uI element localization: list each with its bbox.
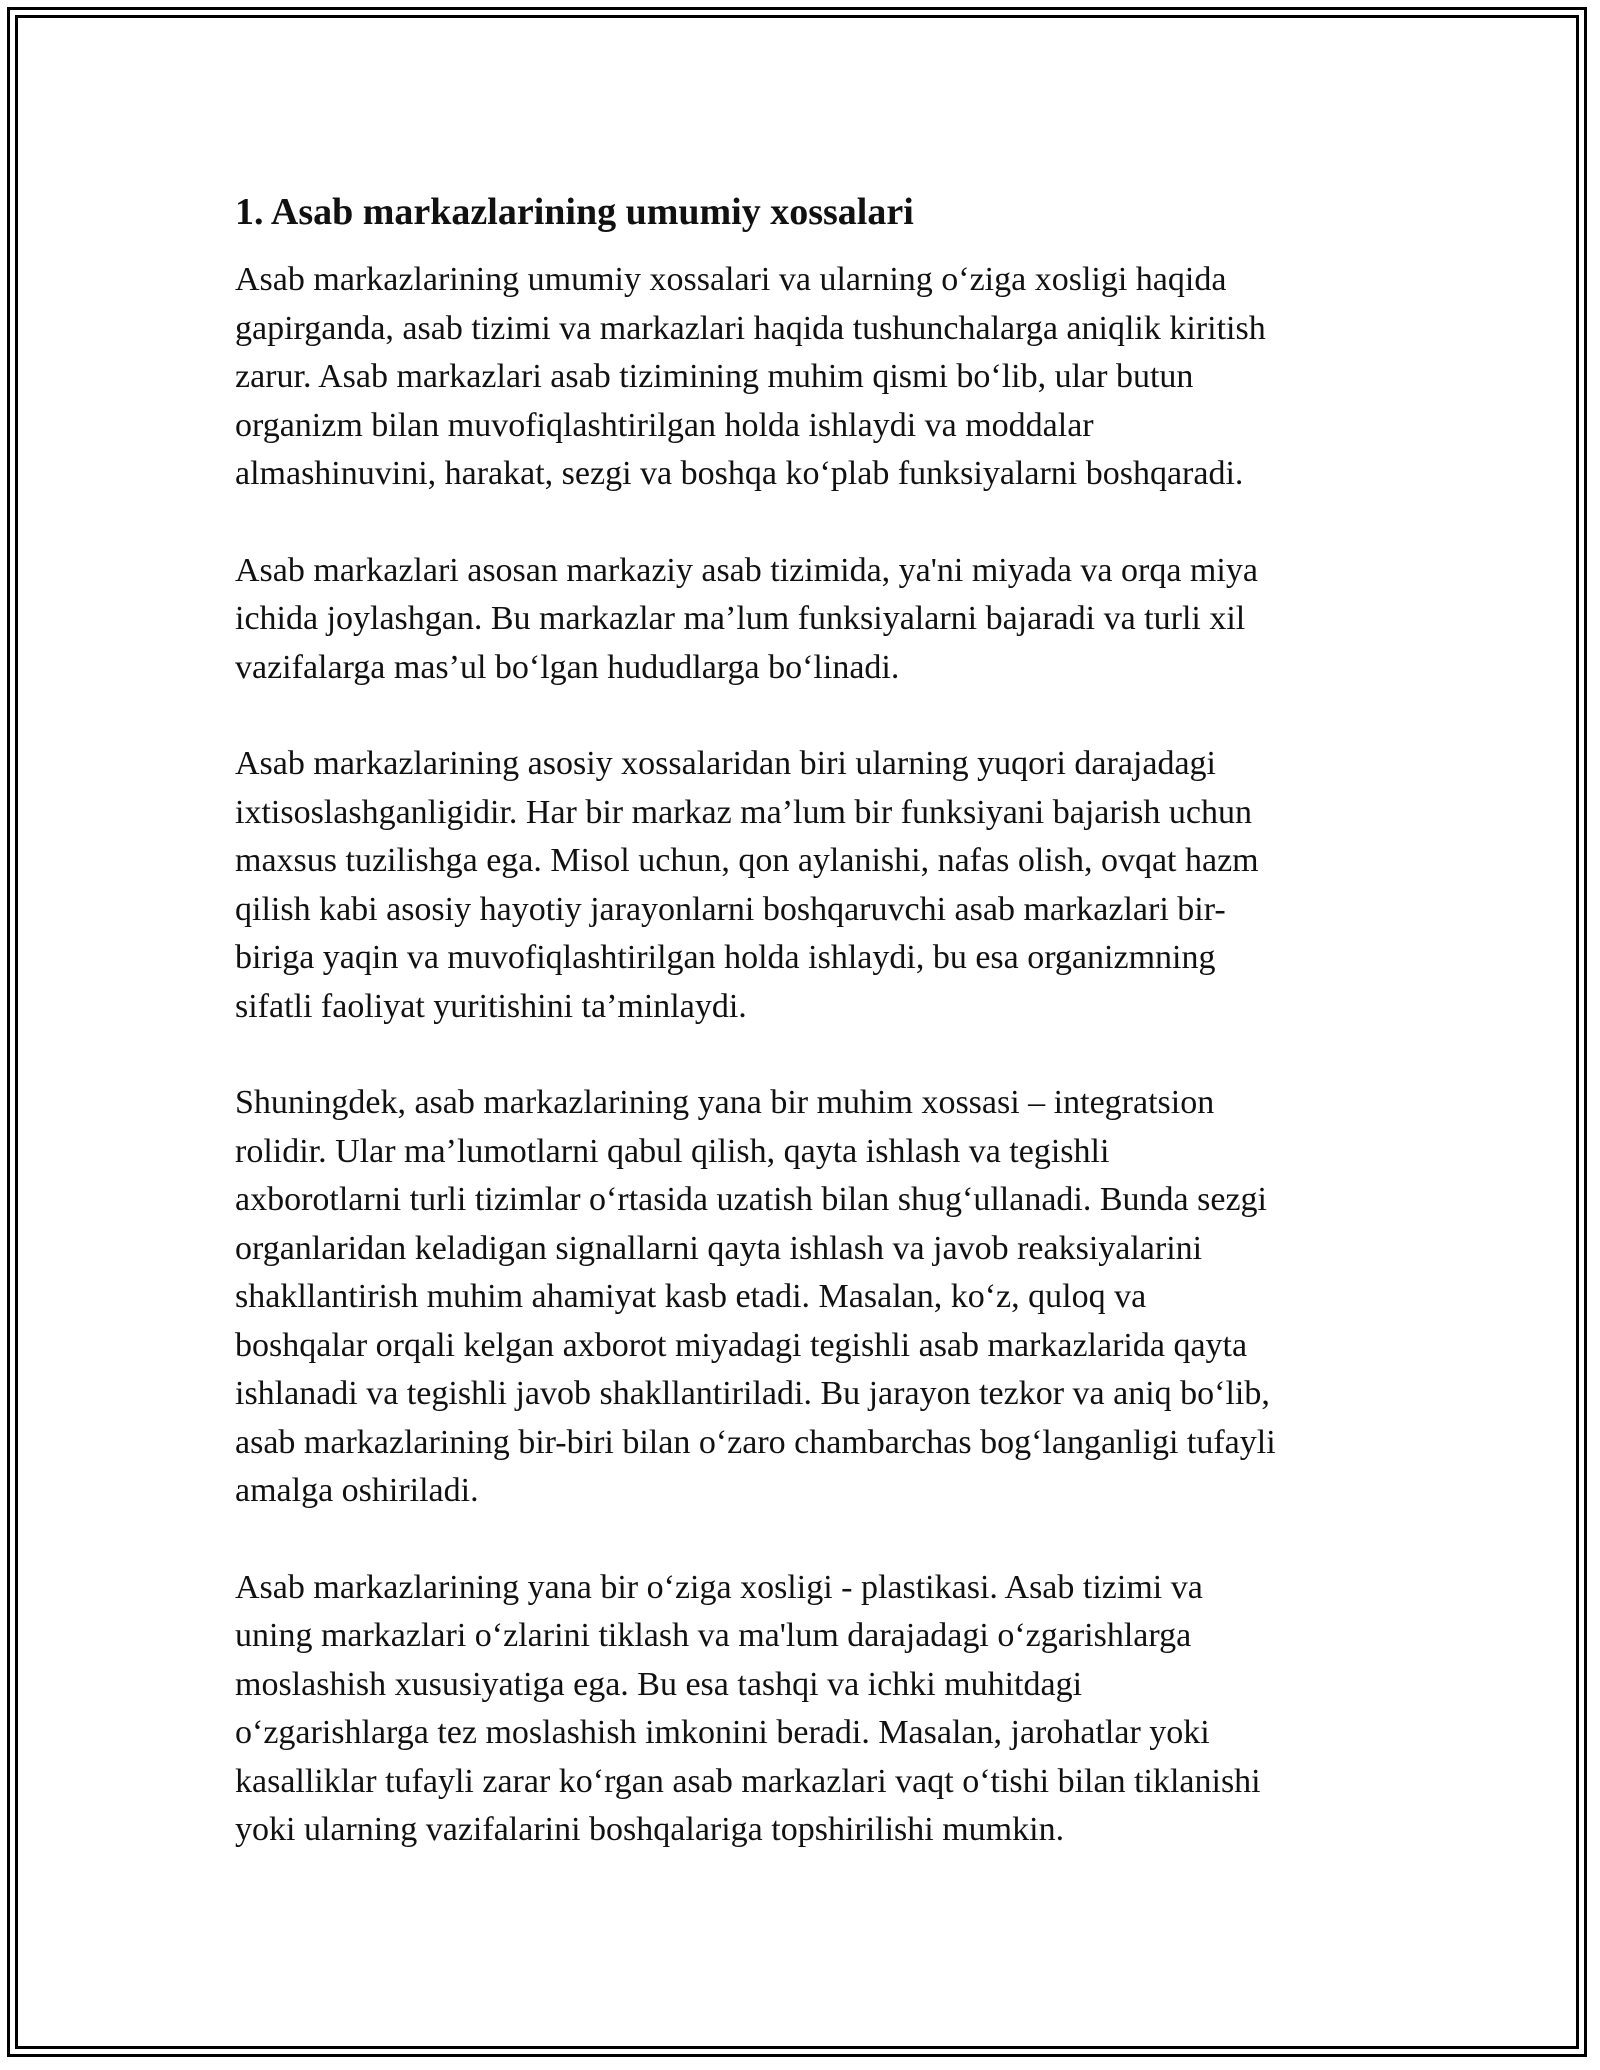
paragraph-5: Asab markazlarining yana bir o‘ziga xosligi - plastikasi. Asab tizimi va uning markazlari o‘zlarini tiklash va ma'lum darajadagi o‘zgarishlarga moslashish xususiyatiga ega. Bu esa tashqi va ichki muhitdagi o‘zgarishlarga tez moslashish imkonini beradi. Masalan, jarohatlar yoki kasalliklar tufayli zarar ko‘rgan asab markazlari vaqt o‘tishi bilan tiklanishi yoki ularning vazifalarini boshqalariga topshirilishi mumkin. [235,1568,1261,1848]
paragraph-4: Shuningdek, asab markazlarining yana bir muhim xossasi – integratsion rolidir. Ular ma’lumotlarni qabul qilish, qayta ishlash va tegishli axborotlarni turli tizimlar o‘rtasida uzatish bilan shug‘ullanadi. Bunda sezgi organlaridan keladigan signallarni qayta ishlash va javob reaksiyalarini shakllantirish muhim ahamiyat kasb etadi. Masalan, ko‘z, quloq va boshqalar orqali kelgan axborot miyadagi tegishli asab markazlarida qayta ishlanadi va tegishli javob shakllantiriladi. Bu jarayon tezkor va aniq bo‘lib, asab markazlarining bir-biri bilan o‘zaro chambarchas bog‘langanligi tufayli amalga oshiriladi. [235,1084,1276,1509]
paragraph-3: Asab markazlarining asosiy xossalaridan biri ularning yuqori darajadagi ixtisoslashganligidir. Har bir markaz ma’lum bir funksiyani bajarish uchun maxsus tuzilishga ega. Misol uchun, qon aylanishi, nafas olish, ovqat hazm qilish kabi asosiy hayotiy jarayonlarni boshqaruvchi asab markazlari bir- biriga yaqin va muvofiqlashtirilgan holda ishlaydi, bu esa organizmning sifatli faoliyat yuritishini ta’minlaydi. [235,745,1259,1025]
paragraph-2: Asab markazlari asosan markaziy asab tizimida, ya'ni miyada va orqa miya ichida joylashgan. Bu markazlar ma’lum funksiyalarni bajaradi va turli xil vazifalarga mas’ul bo‘lgan hududlarga bo‘linadi. [235,551,1258,686]
section-heading: 1. Asab markazlarining umumiy xossalari [235,191,914,233]
document-body [235,188,1370,1903]
paragraph-1: Asab markazlarining umumiy xossalari va ularning o‘ziga xosligi haqida gapirganda, asab tizimi va markazlari haqida tushunchalarga aniqlik kiritish zarur. Asab markazlari asab tizimining muhim qismi bo‘lib, ular butun organizm bilan muvofiqlashtirilgan holda ishlaydi va moddalar almashinuvini, harakat, sezgi va boshqa ko‘plab funksiyalarni boshqaradi. [235,261,1266,492]
